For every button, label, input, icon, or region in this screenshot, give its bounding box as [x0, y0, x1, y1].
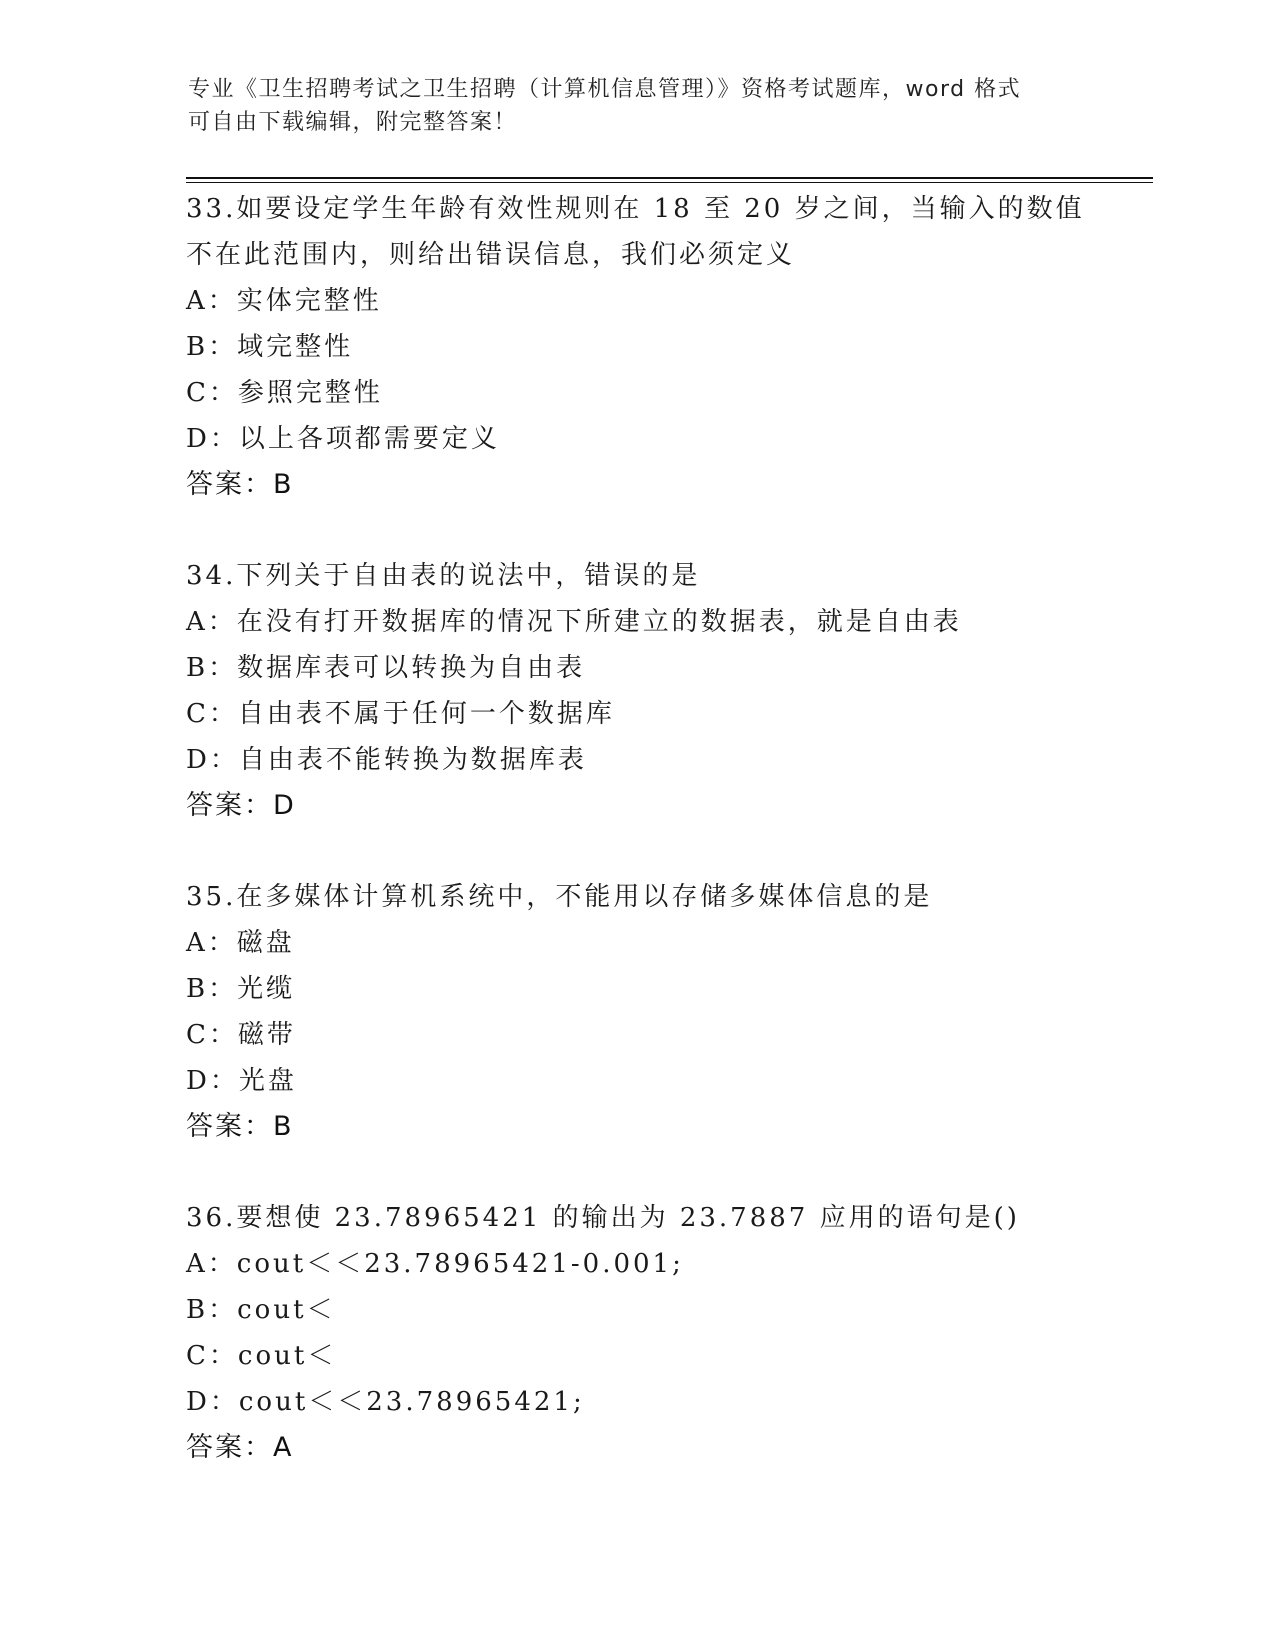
- option-text: cout＜＜23.78965421-0.001;: [236, 1249, 684, 1279]
- option-key: D：: [186, 1066, 239, 1096]
- option-key: A：: [186, 286, 237, 316]
- option-text: 自由表不能转换为数据库表: [238, 745, 587, 775]
- question-stem: 33.如要设定学生年龄有效性规则在 18 至 20 岁之间，当输入的数值不在此范围内，则给出错误信息，我们必须定义: [186, 194, 1085, 270]
- option-key: C：: [186, 699, 238, 729]
- question-stem: 34.下列关于自由表的说法中，错误的是: [186, 561, 701, 591]
- option-key: A：: [186, 607, 237, 637]
- option-d: [186, 1379, 1106, 1425]
- option-key: C：: [186, 378, 238, 408]
- option-c: [186, 1012, 1106, 1058]
- question-list: [186, 186, 1106, 1516]
- header-divider-thick: [186, 177, 1153, 179]
- question-stem: 36.要想使 23.78965421 的输出为 23.7887 应用的语句是(): [186, 1203, 1020, 1233]
- option-key: B：: [186, 332, 238, 362]
- question-33: [186, 186, 1106, 508]
- option-b: [186, 966, 1106, 1012]
- option-text: 磁盘: [236, 928, 295, 958]
- option-b: [186, 645, 1106, 691]
- question-stem: 35.在多媒体计算机系统中，不能用以存储多媒体信息的是: [186, 882, 933, 912]
- answer-line: 答案：D: [186, 790, 296, 821]
- option-d: [186, 416, 1106, 462]
- option-text: 以上各项都需要定义: [238, 424, 500, 454]
- option-text: cout＜: [237, 1295, 336, 1325]
- option-key: D：: [186, 745, 239, 775]
- question-36: [186, 1195, 1106, 1471]
- question-35: [186, 874, 1106, 1150]
- option-text: cout＜: [237, 1341, 337, 1371]
- option-b: [186, 1287, 1106, 1333]
- option-key: A：: [186, 1249, 237, 1279]
- answer-line: 答案：B: [186, 469, 294, 500]
- option-text: 磁带: [237, 1020, 296, 1050]
- option-key: B：: [186, 974, 238, 1004]
- option-text: 在没有打开数据库的情况下所建立的数据表，就是自由表: [236, 607, 962, 637]
- option-text: 光盘: [238, 1066, 297, 1096]
- option-a: [186, 278, 1106, 324]
- option-key: C：: [186, 1020, 238, 1050]
- option-d: [186, 1058, 1106, 1104]
- header-line-1: 专业《卫生招聘考试之卫生招聘（计算机信息管理）》资格考试题库，word 格式: [188, 77, 1022, 102]
- document-header: [188, 73, 1088, 139]
- option-key: B：: [186, 1295, 238, 1325]
- header-divider-thin: [186, 182, 1153, 183]
- option-key: A：: [186, 928, 237, 958]
- option-key: D：: [186, 424, 239, 454]
- option-text: 光缆: [237, 974, 296, 1004]
- option-text: 域完整性: [237, 332, 354, 362]
- option-text: 实体完整性: [236, 286, 382, 316]
- option-text: 自由表不属于任何一个数据库: [237, 699, 615, 729]
- option-text: 参照完整性: [237, 378, 383, 408]
- option-d: [186, 737, 1106, 783]
- answer-line: 答案：B: [186, 1111, 294, 1142]
- answer-line: 答案：A: [186, 1432, 294, 1463]
- option-text: cout＜＜23.78965421;: [238, 1387, 585, 1417]
- option-c: [186, 370, 1106, 416]
- option-a: [186, 920, 1106, 966]
- header-line-2: 可自由下载编辑，附完整答案！: [188, 110, 518, 135]
- option-text: 数据库表可以转换为自由表: [237, 653, 586, 683]
- option-a: [186, 1241, 1106, 1287]
- option-key: B：: [186, 653, 238, 683]
- option-b: [186, 324, 1106, 370]
- option-c: [186, 691, 1106, 737]
- option-a: [186, 599, 1106, 645]
- question-34: [186, 553, 1106, 829]
- option-key: D：: [186, 1387, 239, 1417]
- option-key: C：: [186, 1341, 238, 1371]
- option-c: [186, 1333, 1106, 1379]
